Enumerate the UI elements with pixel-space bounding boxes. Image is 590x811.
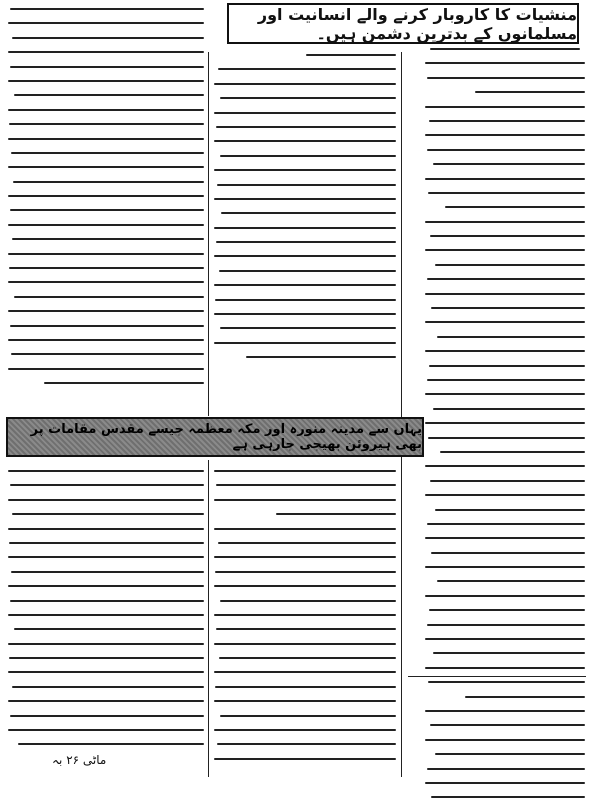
column-divider (208, 460, 209, 777)
headline-banner (227, 3, 579, 44)
right-column-text (420, 48, 585, 811)
left-lower-text (8, 470, 204, 758)
middle-column-text (214, 54, 396, 371)
left-column-text (8, 8, 204, 397)
box-top-rule (408, 676, 586, 677)
subheading-text: یہاں سے مدینہ منورہ اور مکہ معظمہ جیسے مقدس مقامات پر بھی ہیروئن بھیجی جارہی ہے (30, 422, 422, 452)
headline-text: منشیات کا کاروبار کرنے والے انسانیت اور مسلمانوں کے بدترین دشمن ہیں۔ (257, 4, 577, 43)
column-divider (208, 52, 209, 416)
signature: ماٹی ۲۶ بہ (52, 753, 107, 767)
column-divider (401, 52, 402, 777)
subheading-banner (6, 417, 424, 457)
middle-lower-text (214, 470, 396, 772)
